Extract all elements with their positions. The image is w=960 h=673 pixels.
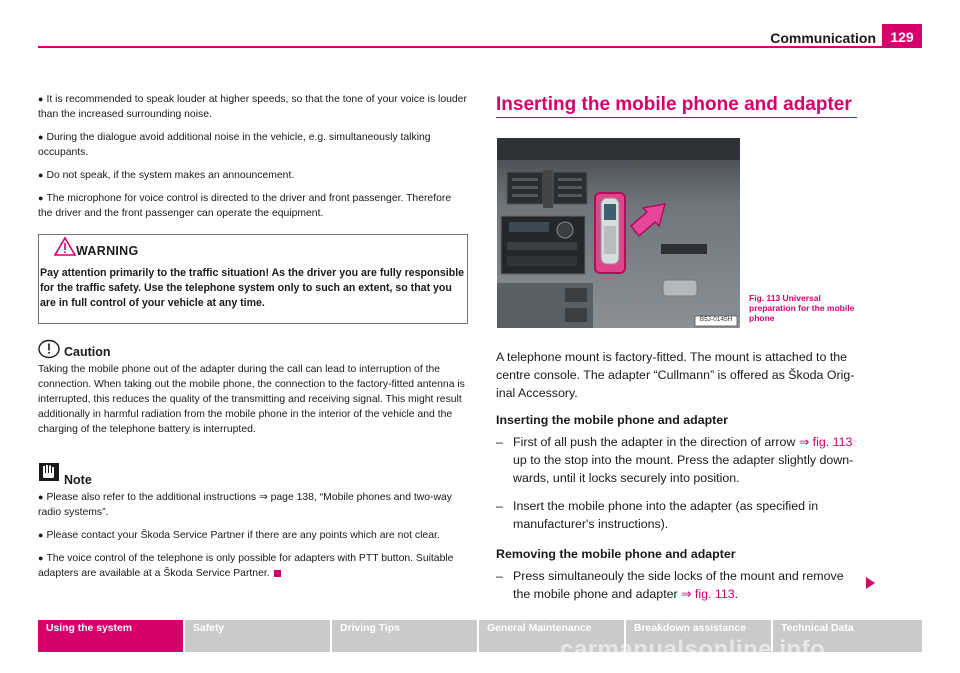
page-number: 129: [882, 24, 922, 48]
header-rule: [38, 46, 922, 48]
list-item: – Insert the mobile phone into the adapter (as specified in manufacturer's instructions).: [496, 499, 819, 531]
subheading-insert: Inserting the mobile phone and adapter: [496, 413, 729, 427]
watermark: carmanualsonline.info: [560, 636, 826, 663]
figure-link[interactable]: ⇒ fig. 113: [798, 435, 853, 449]
tab-breakdown-assistance[interactable]: Breakdown assistance: [626, 620, 771, 652]
section-title: Inserting the mobile phone and adapter: [496, 94, 852, 115]
chapter-title: Communication: [770, 30, 876, 46]
figure-link[interactable]: ⇒ fig. 113: [681, 587, 735, 601]
figure-113: [497, 138, 740, 328]
note-body: [38, 490, 470, 589]
section-rule: [496, 117, 857, 118]
list-item: – First of all push the adapter in the direction of arrow ⇒ fig. 113 up to the stop into the mount. Press the adapter slightly downwards, until it locks securely into position.: [496, 435, 854, 485]
list-item: – Press simultaneouly the side locks of the mount and remove the mobile phone and adapter ⇒ fig. 113.: [496, 569, 844, 601]
list-item: ● The microphone for voice control is directed to the driver and front passenger. Therefore the driver and the front passenger can operate the equipment.: [38, 193, 452, 219]
list-item: ● Please contact your Škoda Service Partner if there are any points which are not clear.: [38, 530, 440, 541]
figure-code: B5J-0145H: [699, 316, 733, 323]
caution-title: Caution: [64, 345, 111, 359]
list-item: ● Do not speak, if the system makes an announcement.: [38, 170, 295, 181]
continue-arrow-icon[interactable]: [866, 577, 875, 589]
list-item: ● It is recommended to speak louder at higher speeds, so that the tone of your voice is louder than the increased surrounding noise.: [38, 94, 467, 120]
warning-title: WARNING: [76, 244, 139, 258]
end-of-section-mark: [274, 570, 281, 577]
warning-text: Pay attention primarily to the traffic situation! As the driver you are fully responsible for the traffic safety. Use the telephone system only to such an extent, so that you are in full control of your vehicle at any time.: [40, 267, 465, 309]
tab-safety[interactable]: Safety: [185, 620, 330, 652]
intro-paragraph: A telephone mount is factory-fitted. The mount is attached to the centre console. The adapter “Cullmann” is offered as Škoda Original Accessory.: [496, 350, 855, 400]
warning-triangle-icon: [54, 236, 76, 256]
tab-driving-tips[interactable]: Driving Tips: [332, 620, 477, 652]
caution-exclamation-icon: [38, 339, 60, 359]
xref-arrow: ⇒: [259, 492, 268, 503]
note-title: Note: [64, 473, 92, 487]
tab-general-maintenance[interactable]: General Maintenance: [479, 620, 624, 652]
tab-technical-data[interactable]: Technical Data: [773, 620, 922, 652]
left-column: [38, 92, 468, 229]
list-item: ● The voice control of the telephone is only possible for adapters with PTT button. Suitable adapters are available at a Škoda Service Partner.: [38, 553, 454, 579]
tab-using-the-system[interactable]: Using the system: [38, 620, 183, 652]
dashboard-phone-illustration: [497, 138, 740, 328]
caution-text: Taking the mobile phone out of the adapter during the call can lead to interruption of the connection. When taking out the mobile phone, the connection to the factory-fitted antenna is interrupted, this reduces the quality of the transmitting and receiving signal. This might result additionally in harmful radiation from the mobile phone in the interior of the vehicle and the charging of the telephone battery is interrupted.: [38, 364, 465, 435]
note-hand-icon: [38, 462, 60, 482]
list-item: ● Please also refer to the additional instructions ⇒ page 138, “Mobile phones and two-way radio systems”.: [38, 492, 452, 518]
subheading-remove: Removing the mobile phone and adapter: [496, 547, 736, 561]
figure-caption: Fig. 113 Universal preparation for the mobile phone: [749, 293, 855, 323]
right-column-text: [496, 348, 860, 613]
list-item: ● During the dialogue avoid additional noise in the vehicle, e.g. simultaneously talking occupants.: [38, 132, 431, 158]
